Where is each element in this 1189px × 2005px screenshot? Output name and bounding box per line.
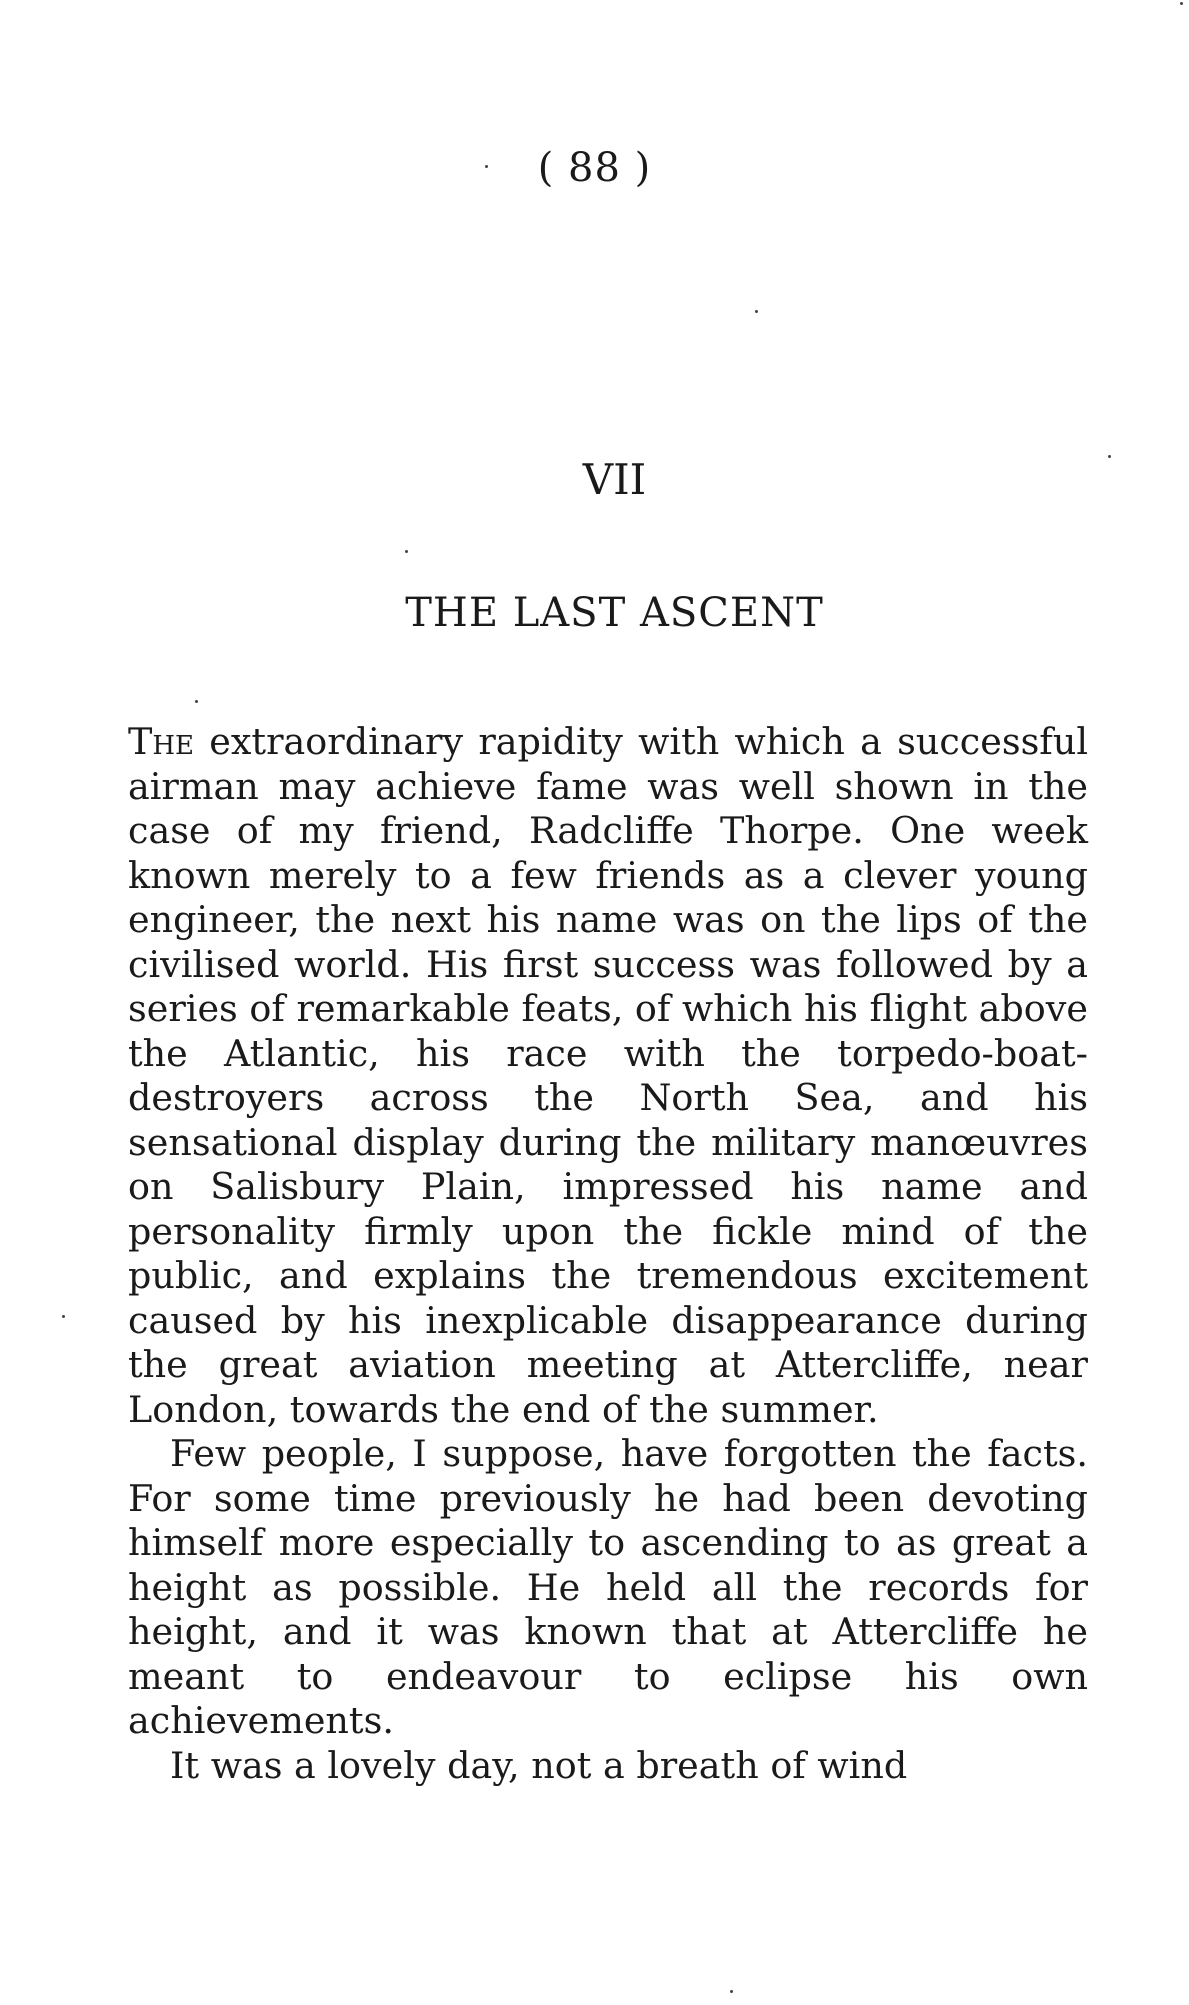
scan-speck — [195, 700, 198, 703]
scan-speck — [1180, 2, 1183, 5]
drop-word: The — [128, 720, 194, 763]
paragraph-3 — [128, 1744, 1088, 1789]
scan-speck — [730, 1990, 733, 1993]
paragraph-1-text: extraordinary rapidity with which a successful airman may achieve fame was well shown in the case of my friend, Radcliffe Thorpe. One week known merely to a few friends as a clever young engineer, the next his name was on the lips of the civilised world. His first success was followed by a series of remarkable feats, of which his flight above the Atlantic, his race with the torpedo-boat-destroyers across the North Sea, and his sensational display during the military manœuvres on Salisbury Plain, impressed his name and personality firmly upon the fickle mind of the public, and explains the tremendous excitement caused by his inexplicable disappearance during the great aviation meeting at Attercliffe, near London, towards the end of the summer. — [128, 720, 1088, 1431]
paragraph-2 — [128, 1432, 1088, 1744]
scan-speck — [755, 310, 758, 313]
scan-speck — [405, 550, 408, 553]
chapter-title: THE LAST ASCENT — [405, 590, 824, 636]
scan-speck — [62, 1315, 65, 1318]
scan-speck — [1108, 455, 1111, 458]
chapter-body — [128, 720, 1088, 1788]
paragraph-3-text: It was a lovely day, not a breath of wind — [170, 1743, 908, 1787]
page-number: ( 88 ) — [537, 145, 652, 191]
scan-speck — [485, 165, 488, 168]
paragraph-1 — [128, 720, 1088, 1432]
chapter-number: VII — [582, 455, 647, 504]
paragraph-2-text: Few people, I suppose, have forgotten the facts. For some time previously he had been devoting himself more especially to ascending to as great a height as possible. He held all the records for height, and it was known that at Attercliffe he meant to endeavour to eclipse his own achievements. — [128, 1432, 1088, 1742]
